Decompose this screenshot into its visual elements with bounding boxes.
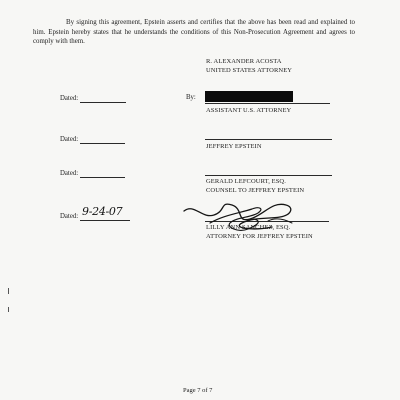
counsel-title: COUNSEL TO JEFFREY EPSTEIN xyxy=(206,187,305,194)
date-line-1 xyxy=(80,102,126,103)
by-label: By: xyxy=(186,94,196,101)
date-line-4 xyxy=(80,220,130,221)
scan-speck xyxy=(8,307,9,312)
signature-line-counsel xyxy=(205,175,332,176)
defendant-name: JEFFREY EPSTEIN xyxy=(206,143,262,150)
dated-label-1: Dated: xyxy=(60,95,79,102)
handwritten-signature xyxy=(180,193,300,238)
attorney-name: LILLY ANN SANCHEZ, ESQ. xyxy=(206,224,291,231)
signature-line-defendant xyxy=(205,139,332,140)
signature-line-assistant xyxy=(205,103,330,104)
dated-label-2: Dated: xyxy=(60,136,79,143)
attorney-title: ATTORNEY FOR JEFFREY EPSTEIN xyxy=(206,233,313,240)
assistant-attorney-title: ASSISTANT U.S. ATTORNEY xyxy=(206,107,292,114)
date-line-2 xyxy=(80,143,125,144)
dated-label-4: Dated: xyxy=(60,213,79,220)
handwritten-date: 9-24-07 xyxy=(82,205,123,218)
paragraph-text: By signing this agreement, Epstein asserts and certifies that the above has been read and explained to him. Epstein hereby states that he understands the conditions of this Non-Prosecution Agreement and agrees to comply with them. xyxy=(33,19,355,46)
us-attorney-title: UNITED STATES ATTORNEY xyxy=(206,67,293,74)
redacted-signature xyxy=(205,91,293,102)
certification-paragraph xyxy=(33,18,355,47)
dated-label-3: Dated: xyxy=(60,170,79,177)
page-number: Page 7 of 7 xyxy=(183,387,213,394)
date-line-3 xyxy=(80,177,125,178)
counsel-name: GERALD LEFCOURT, ESQ. xyxy=(206,178,286,185)
us-attorney-name: R. ALEXANDER ACOSTA xyxy=(206,58,282,65)
scan-speck xyxy=(8,288,9,294)
